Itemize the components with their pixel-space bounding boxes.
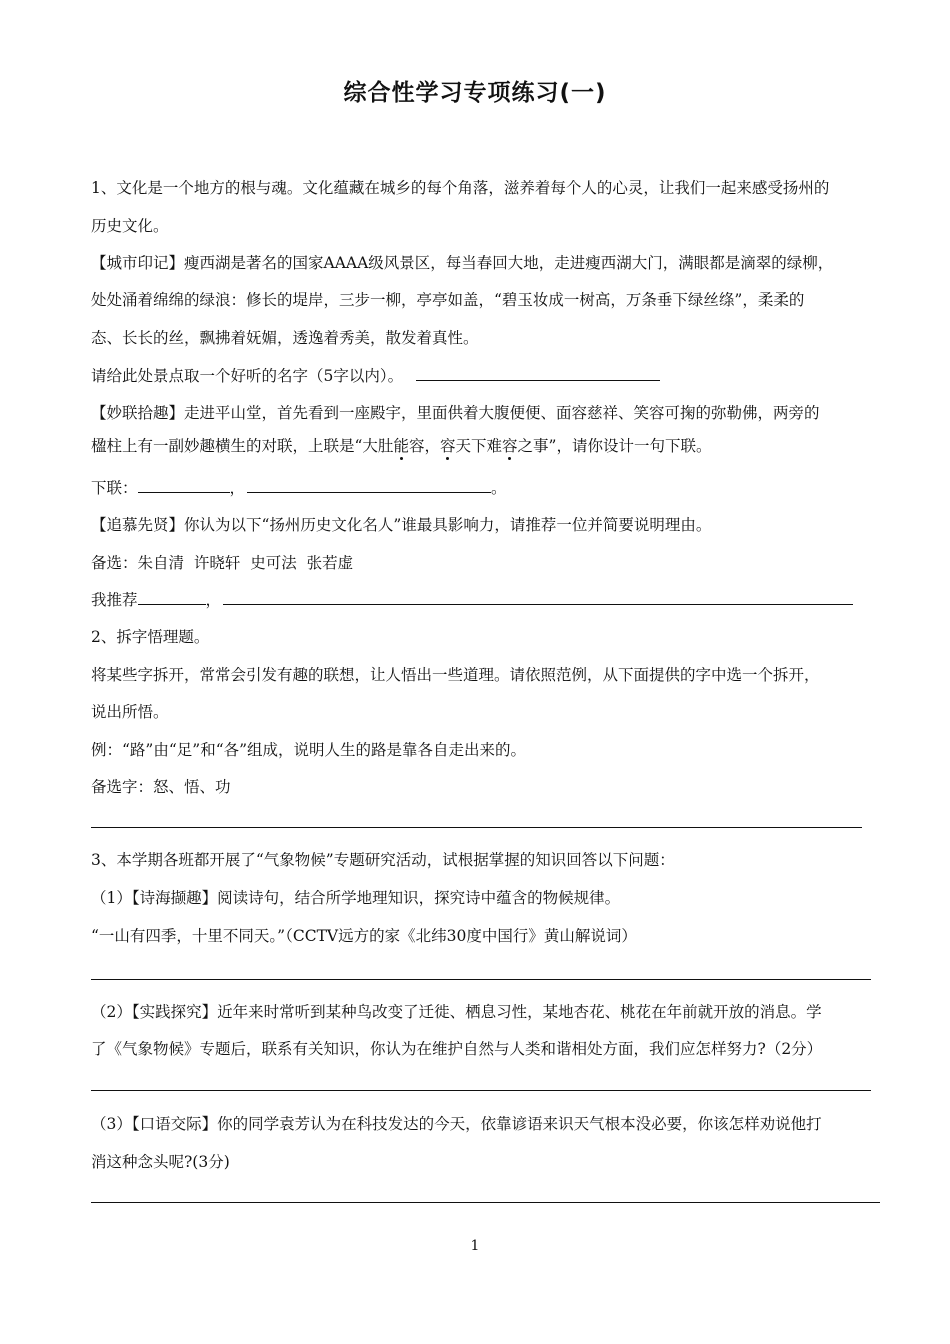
recommend-reason-blank[interactable] bbox=[223, 590, 853, 605]
q3-part1-line-2: “一山有四季，十里不同天。”（CCTV远方的家《北纬30度中国行》黄山解说词） bbox=[91, 927, 637, 945]
q1-couplet-line-2 bbox=[91, 436, 711, 456]
couplet-text-b: 容， bbox=[408, 437, 440, 455]
q1-lower-couplet-row bbox=[91, 478, 507, 498]
q1-sage-line: 【追慕先贤】你认为以下“扬州历史文化名人”谁最具影响力，请推荐一位并简要说明理由。 bbox=[91, 516, 712, 534]
comma: ， bbox=[205, 591, 222, 609]
page-number: 1 bbox=[470, 1238, 480, 1254]
q2-choices: 备选字：怒、悟、功 bbox=[91, 778, 231, 796]
q3-part3-line-2: 消这种念头呢?(3分) bbox=[91, 1153, 230, 1171]
couplet-text-a: 楹柱上有一副妙趣横生的对联，上联是“大肚 bbox=[91, 437, 394, 455]
q1-city-line-3: 态、长长的丝，飘拂着妩媚，透逸着秀美，散发着真性。 bbox=[91, 329, 479, 347]
q3-part1-answer-line[interactable] bbox=[91, 979, 871, 980]
couplet-dotted-char: 容 bbox=[502, 437, 518, 455]
lower-couplet-label: 下联： bbox=[91, 479, 138, 497]
q2-example: 例：“路”由“足”和“各”组成，说明人生的路是靠各自走出来的。 bbox=[91, 741, 527, 759]
scenic-name-answer-blank[interactable] bbox=[416, 366, 660, 381]
couplet-text-e: 之事”，请你设计一句下联。 bbox=[517, 437, 712, 455]
q1-options: 备选：朱自清 许晓轩 史可法 张若虚 bbox=[91, 554, 354, 572]
q1-couplet-line-1: 【妙联拾趣】走进平山堂，首先看到一座殿宇，里面供着大腹便便、面容慈祥、笑容可掬的弥勒佛，两旁的 bbox=[91, 404, 820, 422]
q1-name-prompt-row bbox=[91, 366, 660, 386]
q3-intro: 3、本学期各班都开展了“气象物候”专题研究活动，试根据掌握的知识回答以下问题： bbox=[91, 851, 675, 869]
q3-part2-answer-line[interactable] bbox=[91, 1090, 871, 1091]
q2-desc-line-1: 将某些字拆开，常常会引发有趣的联想，让人悟出一些道理。请依照范例，从下面提供的字中选一个拆开， bbox=[91, 666, 820, 684]
couplet-dotted-char: 容 bbox=[439, 437, 456, 455]
recommend-person-blank[interactable] bbox=[138, 590, 206, 605]
q3-part2-line-1: （2）【实践探究】近年来时常听到某种鸟改变了迁徙、栖息习性，某地杏花、桃花在年前就开放的消息。学 bbox=[91, 1003, 822, 1021]
couplet-dotted-char: 能 bbox=[393, 437, 409, 455]
lower-couplet-blank-1[interactable] bbox=[138, 478, 230, 493]
period: 。 bbox=[491, 479, 507, 497]
q1-intro-line-2: 历史文化。 bbox=[91, 217, 169, 235]
comma: ， bbox=[229, 479, 246, 497]
q2-desc-line-2: 说出所悟。 bbox=[91, 703, 169, 721]
recommend-label: 我推荐 bbox=[91, 591, 138, 609]
q3-part1-line-1: （1）【诗海撷趣】阅读诗句，结合所学地理知识，探究诗中蕴含的物候规律。 bbox=[91, 889, 621, 907]
q3-part3-answer-line[interactable] bbox=[91, 1202, 880, 1203]
q1-recommend-row bbox=[91, 590, 853, 610]
q2-title: 2、拆字悟理题。 bbox=[91, 628, 210, 646]
page-title: 综合性学习专项练习(一) bbox=[343, 80, 607, 106]
q1-intro-line-1: 1、文化是一个地方的根与魂。文化蕴藏在城乡的每个角落，滋养着每个人的心灵，让我们一起来感受扬州的 bbox=[91, 179, 830, 197]
q1-city-line-1: 【城市印记】瘦西湖是著名的国家AAAA级风景区，每当春回大地，走进瘦西湖大门，满眼都是滴翠的绿柳， bbox=[91, 254, 834, 272]
couplet-text-c: 天下难 bbox=[455, 437, 502, 455]
lower-couplet-blank-2[interactable] bbox=[247, 478, 491, 493]
q1-name-prompt: 请给此处景点取一个好听的名字（5字以内）。 bbox=[91, 367, 404, 385]
q3-part3-line-1: （3）【口语交际】你的同学袁芳认为在科技发达的今天，依靠谚语来识天气根本没必要，你该怎样劝说他打 bbox=[91, 1115, 822, 1133]
q3-part2-line-2: 了《气象物候》专题后，联系有关知识，你认为在维护自然与人类和谐相处方面，我们应怎样努力?（2分） bbox=[91, 1040, 823, 1058]
q1-city-line-2: 处处涌着绵绵的绿浪：修长的堤岸，三步一柳，亭亭如盖，“碧玉妆成一树高，万条垂下绿丝绦”，柔柔的 bbox=[91, 291, 805, 309]
q2-answer-line[interactable] bbox=[91, 827, 862, 828]
